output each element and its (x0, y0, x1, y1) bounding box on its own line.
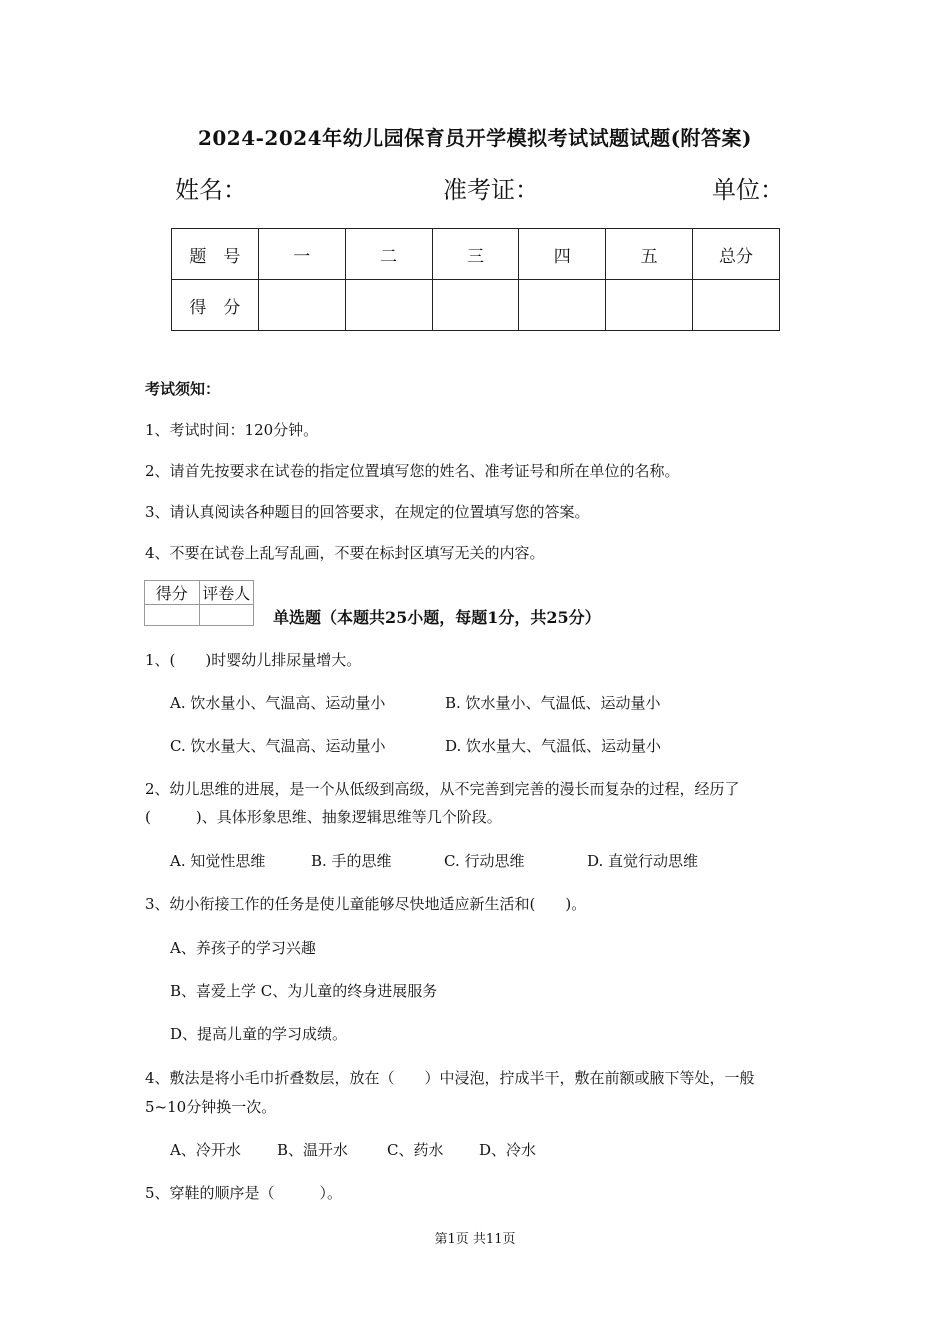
score-header-cell: 一 (258, 229, 345, 280)
question-stem: 5、穿鞋的顺序是（ ）。 (145, 1184, 343, 1202)
question-option: A、冷开水 (170, 1141, 241, 1159)
score-cell (693, 280, 780, 331)
notice-item: 2、请首先按要求在试卷的指定位置填写您的姓名、准考证号和所在单位的名称。 (145, 462, 680, 480)
score-header-cell: 总分 (693, 229, 780, 280)
score-header-cell: 三 (432, 229, 519, 280)
page-footer: 第1页 共11页 (434, 1232, 516, 1247)
page-title: 2024-2024年幼儿园保育员开学模拟考试试题试题(附答案) (197, 126, 753, 150)
score-header-cell: 题 号 (172, 229, 259, 280)
score-header-cell: 四 (519, 229, 606, 280)
section-title: 单选题（本题共25小题，每题1分，共25分） (273, 608, 601, 627)
question-option: D、冷水 (479, 1141, 537, 1159)
score-table-header-row (172, 229, 780, 280)
question-option: C. 行动思维 (444, 852, 525, 870)
score-header-cell: 五 (606, 229, 693, 280)
question-option: A. 知觉性思维 (170, 852, 266, 870)
score-row-label: 得 分 (172, 280, 259, 331)
grader-name-label: 评卷人 (199, 581, 254, 605)
question-option: C. 饮水量大、气温高、运动量小 (170, 737, 386, 755)
question-option: B. 饮水量小、气温低、运动量小 (445, 694, 661, 712)
grader-score-cell (145, 605, 200, 626)
question-option: A、养孩子的学习兴趣 (170, 939, 316, 957)
score-cell (519, 280, 606, 331)
score-table-score-row (172, 280, 780, 331)
grader-table (144, 580, 254, 626)
question-stem: 1、( )时婴幼儿排尿量增大。 (145, 651, 362, 669)
score-table (171, 228, 780, 331)
question-stem-continued: ( )、具体形象思维、抽象逻辑思维等几个阶段。 (145, 808, 502, 826)
question-option: A. 饮水量小、气温高、运动量小 (170, 694, 386, 712)
notice-item: 1、考试时间：120分钟。 (145, 421, 319, 439)
grader-name-cell (199, 605, 254, 626)
notice-heading: 考试须知： (145, 380, 221, 398)
question-option: B、喜爱上学 C、为儿童的终身进展服务 (170, 982, 438, 1000)
unit-field-label: 单位： (712, 176, 784, 204)
exam-number-field-label: 准考证： (443, 176, 539, 204)
question-option: B、温开水 (277, 1141, 349, 1159)
question-option: D、提高儿童的学习成绩。 (170, 1025, 348, 1043)
question-option: C、药水 (387, 1141, 444, 1159)
question-option: D. 饮水量大、气温低、运动量小 (445, 737, 662, 755)
score-cell (258, 280, 345, 331)
notice-item: 3、请认真阅读各种题目的回答要求，在规定的位置填写您的答案。 (145, 503, 590, 521)
score-cell (432, 280, 519, 331)
grader-score-label: 得分 (145, 581, 200, 605)
score-cell (606, 280, 693, 331)
question-stem: 2、幼儿思维的进展，是一个从低级到高级，从不完善到完善的漫长而复杂的过程，经历了 (145, 780, 740, 798)
question-stem-continued: 5~10分钟换一次。 (145, 1098, 277, 1116)
question-option: D. 直觉行动思维 (587, 852, 699, 870)
name-field-label: 姓名： (175, 176, 247, 204)
question-stem: 4、敷法是将小毛巾折叠数层，放在（ ）中浸泡，拧成半干，敷在前额或腋下等处，一般 (145, 1069, 755, 1087)
score-header-cell: 二 (345, 229, 432, 280)
notice-item: 4、不要在试卷上乱写乱画，不要在标封区填写无关的内容。 (145, 544, 545, 562)
question-option: B. 手的思维 (311, 852, 392, 870)
question-stem: 3、幼小衔接工作的任务是使儿童能够尽快地适应新生活和( )。 (145, 895, 587, 913)
score-cell (345, 280, 432, 331)
